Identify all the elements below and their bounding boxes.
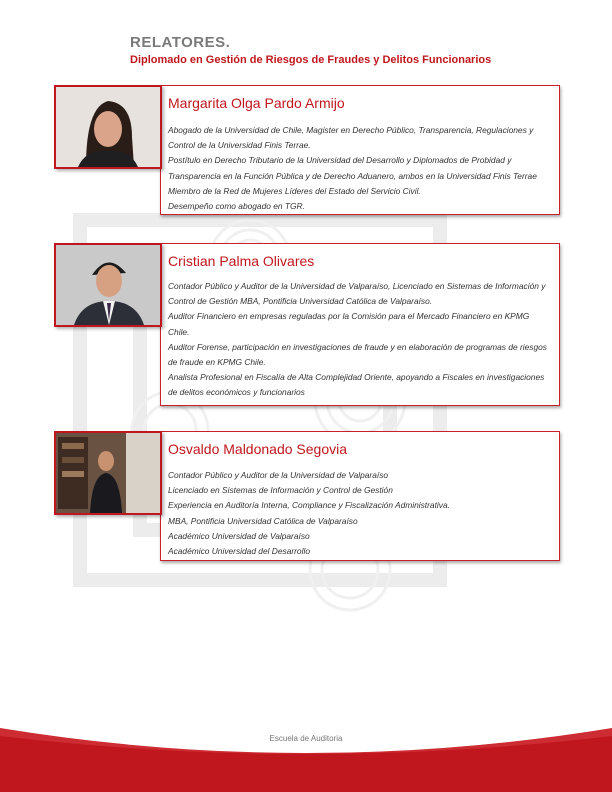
speaker-photo	[54, 243, 162, 327]
page-subtitle: Diplomado en Gestión de Riesgos de Fraudes y Delitos Funcionarios	[130, 54, 492, 66]
bio-line: Licenciado en Sistemas de Información y Control de Gestión	[168, 485, 393, 496]
speaker-bio	[168, 279, 548, 401]
bio-line: MBA, Pontificia Universidad Católica de Valparaíso	[168, 515, 358, 526]
bio-line: Académico Universidad del Desarrollo	[168, 546, 310, 557]
bio-line: Académico Universidad de Valparaíso	[168, 530, 310, 541]
bio-line: Postítulo en Derecho Tributario de la Universidad del Desarrollo y Diplomados de Probidad y Transparencia en la Función Pública y de Derecho Aduanero, ambos en la Universidad Finis Terrae	[168, 155, 537, 181]
speaker-name: Cristian Palma Olivares	[168, 253, 315, 269]
speaker-card	[54, 85, 560, 215]
bio-line: Desempeño como abogado en TGR.	[168, 201, 305, 212]
speaker-name: Osvaldo Maldonado Segovia	[168, 441, 348, 457]
speaker-name: Margarita Olga Pardo Armijo	[168, 95, 345, 111]
bio-line: Auditor Financiero en empresas reguladas por la Comisión para el Mercado Financiero en KPMG Chile.	[168, 311, 530, 337]
bio-line: Analista Profesional en Fiscalía de Alta Complejidad Oriente, apoyando a Fiscales en investigaciones de delitos económicos y funcionarios	[168, 372, 545, 398]
speaker-bio	[168, 468, 548, 559]
bio-line: Experiencia en Auditoría Interna, Compliance y Fiscalización Administrativa.	[168, 500, 450, 511]
footer-wave	[0, 700, 612, 792]
speaker-card	[54, 431, 560, 561]
bio-line: Miembro de la Red de Mujeres Líderes del Estado del Servicio Civil.	[168, 185, 421, 196]
footer-text: Escuela de Auditoria	[269, 734, 343, 743]
speaker-photo	[54, 431, 162, 515]
bio-line: Abogado de la Universidad de Chile, Magister en Derecho Público, Transparencia, Regulaciones y Control de la Universidad Finis Terrae.	[168, 125, 534, 151]
page-title: RELATORES.	[130, 34, 231, 51]
bio-line: Auditor Forense, participación en investigaciones de fraude y en elaboración de programas de riesgos de fraude en KPMG Chile.	[168, 341, 547, 368]
speaker-bio	[168, 123, 548, 214]
speaker-card	[54, 243, 560, 406]
bio-line: Contador Público y Auditor de la Universidad de Valparaíso, Licenciado en Sistemas de Información y Control de Gestión MBA, Pontificia Universidad Católica de Valparaíso.	[168, 281, 546, 307]
speaker-photo	[54, 85, 162, 169]
bio-line: Contador Público y Auditor de la Universidad de Valparaíso	[168, 470, 389, 480]
